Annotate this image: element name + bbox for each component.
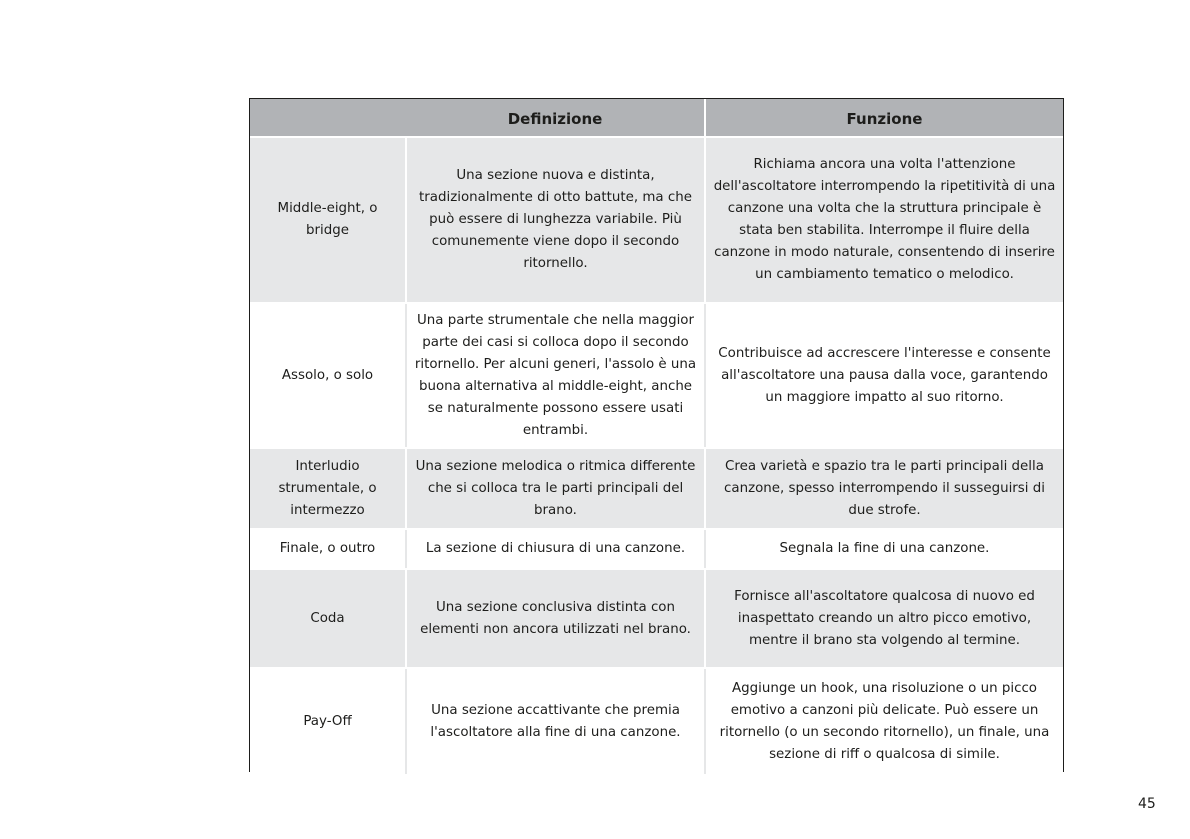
row-term: Middle-eight, o bridge (250, 137, 406, 303)
row-term: Coda (250, 569, 406, 668)
row-function: Aggiunge un hook, una risoluzione o un picco emotivo a canzoni più delicate. Può essere un ritornello (o un secondo ritornello), un finale, una sezione di riff o qualcosa di simile. (705, 668, 1063, 774)
row-term: Assolo, o solo (250, 303, 406, 448)
row-definition: Una sezione nuova e distinta, tradizionalmente di otto battute, ma che può essere di lunghezza variabile. Più comunemente viene dopo il secondo ritornello. (406, 137, 705, 303)
header-function: Funzione (705, 99, 1063, 137)
row-function: Fornisce all'ascoltatore qualcosa di nuovo ed inaspettato creando un altro picco emotivo, mentre il brano sta volgendo al termine. (705, 569, 1063, 668)
table-row (250, 569, 1063, 668)
row-function: Richiama ancora una volta l'attenzione dell'ascoltatore interrompendo la ripetitività di una canzone una volta che la struttura principale è stata ben stabilita. Interrompe il fluire della canzone in modo naturale, consentendo di inserire un cambiamento tematico o melodico. (705, 137, 1063, 303)
table-row (250, 137, 1063, 303)
row-definition: Una parte strumentale che nella maggior parte dei casi si colloca dopo il secondo ritornello. Per alcuni generi, l'assolo è una buona alternativa al middle-eight, anche se naturalmente possono essere usati entrambi. (406, 303, 705, 448)
row-definition: Una sezione accattivante che premia l'ascoltatore alla fine di una canzone. (406, 668, 705, 774)
row-function: Crea varietà e spazio tra le parti principali della canzone, spesso interrompendo il susseguirsi di due strofe. (705, 448, 1063, 529)
row-definition: La sezione di chiusura di una canzone. (406, 529, 705, 569)
table-row (250, 448, 1063, 529)
row-definition: Una sezione conclusiva distinta con elementi non ancora utilizzati nel brano. (406, 569, 705, 668)
song-sections-table-container (249, 98, 1064, 772)
table-header-row (250, 99, 1063, 137)
row-function: Segnala la fine di una canzone. (705, 529, 1063, 569)
header-definition: Definizione (406, 99, 705, 137)
song-sections-table (250, 99, 1063, 774)
row-term: Interludio strumentale, o intermezzo (250, 448, 406, 529)
row-term: Finale, o outro (250, 529, 406, 569)
row-term: Pay-Off (250, 668, 406, 774)
table-row (250, 303, 1063, 448)
table-row (250, 529, 1063, 569)
header-term (250, 99, 406, 137)
row-definition: Una sezione melodica o ritmica differente che si colloca tra le parti principali del brano. (406, 448, 705, 529)
row-function: Contribuisce ad accrescere l'interesse e consente all'ascoltatore una pausa dalla voce, garantendo un maggiore impatto al suo ritorno. (705, 303, 1063, 448)
page-number: 45 (1138, 796, 1156, 812)
table-row (250, 668, 1063, 774)
